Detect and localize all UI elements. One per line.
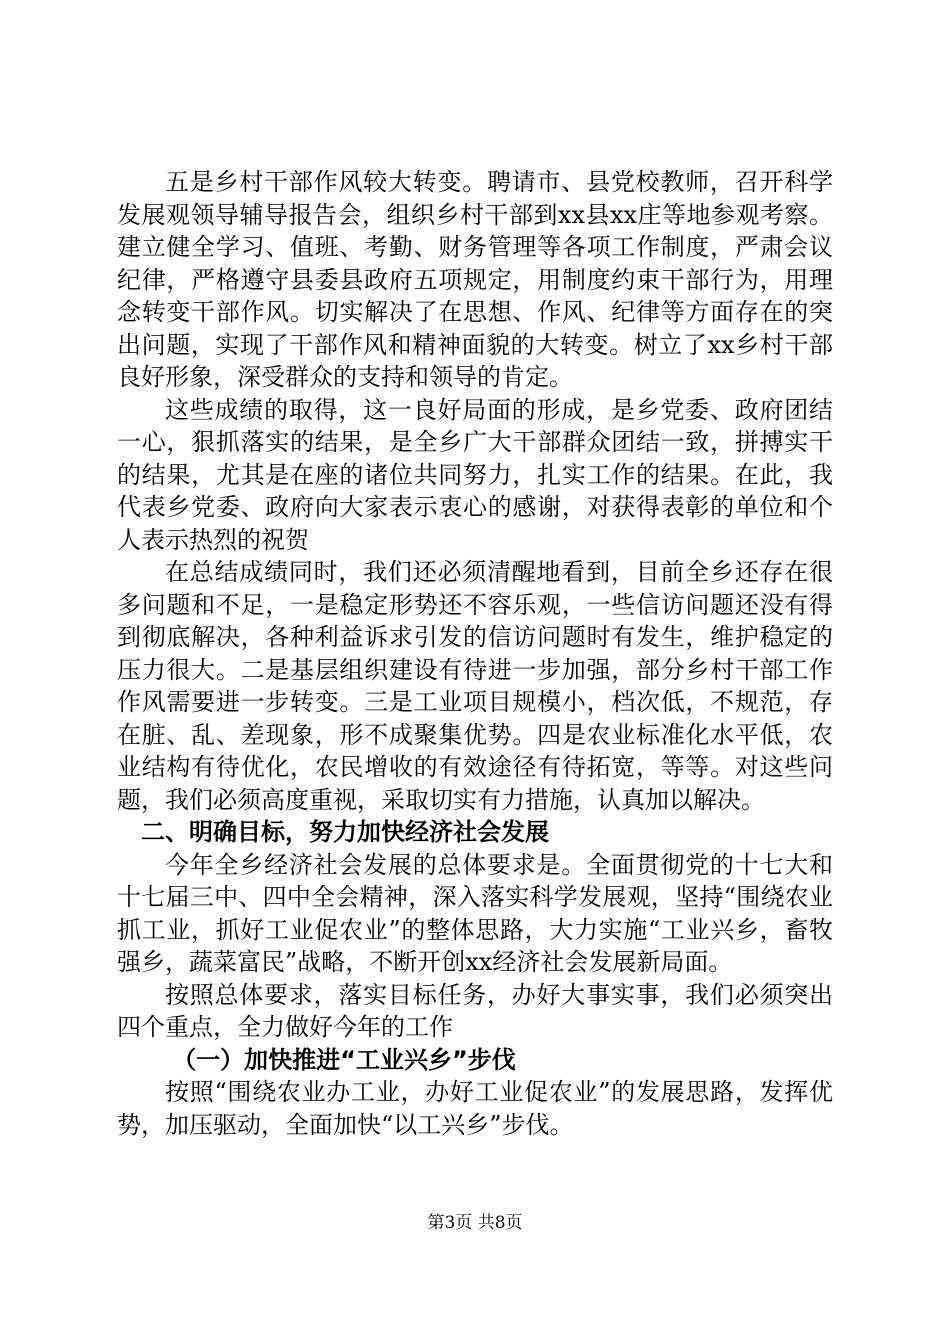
page-footer: 第3页 共8页 [427,1213,523,1233]
subsection-heading-industry: （一）加快推进“工业兴乡”步伐 [172,1045,516,1074]
paragraph-industry-approach: 按照“围绕农业办工业，办好工业促农业”的发展思路，发挥优势，加压驱动，全面加快“以工兴乡”步伐。 [117,1078,833,1139]
paragraph-overall-requirements: 今年全乡经济社会发展的总体要求是。全面贯彻党的十七大和十七届三中、四中全会精神，深入落实科学发展观，坚持“围绕农业抓工业，抓好工业促农业”的整体思路，大力实施“工业兴乡，畜牧强乡，蔬菜富民”战略，不断开创xx经济社会发展新局面。 [117,850,833,976]
paragraph-achievements: 这些成绩的取得，这一良好局面的形成，是乡党委、政府团结一心，狠抓落实的结果，是全乡广大干部群众团结一致，拼搏实干的结果，尤其是在座的诸位共同努力，扎实工作的结果。在此，我代表乡党委、政府向大家表示衷心的感谢，对获得表彰的单位和个人表示热烈的祝贺 [117,395,833,554]
document-body [117,166,833,1141]
paragraph-problems: 在总结成绩同时，我们还必须清醒地看到，目前全乡还存在很多问题和不足，一是稳定形势还不容乐观，一些信访问题还没有得到彻底解决，各种利益诉求引发的信访问题时有发生，维护稳定的压力很大。二是基层组织建设有待进一步加强，部分乡村干部工作作风需要进一步转变。三是工业项目规模小，档次低，不规范，存在脏、乱、差现象，形不成聚集优势。四是农业标准化水平低，农业结构有待优化，农民增收的有效途径有待拓宽，等等。对这些问题，我们必须高度重视，采取切实有力措施，认真加以解决。 [117,558,833,814]
paragraph-four-priorities: 按照总体要求，落实目标任务，办好大事实事，我们必须突出四个重点，全力做好今年的工作 [117,980,833,1041]
paragraph-cadre-style: 五是乡村干部作风较大转变。聘请市、县党校教师，召开科学发展观领导辅导报告会，组织乡村干部到xx县xx庄等地参观考察。建立健全学习、值班、考勤、财务管理等各项工作制度，严肃会议纪律，严格遵守县委县政府五项规定，用制度约束干部行为，用理念转变干部作风。切实解决了在思想、作风、纪律等方面存在的突出问题，实现了干部作风和精神面貌的大转变。树立了xx乡村干部良好形象，深受群众的支持和领导的肯定。 [117,168,833,391]
section-heading-goals: 二、明确目标，努力加快经济社会发展 [141,818,549,846]
